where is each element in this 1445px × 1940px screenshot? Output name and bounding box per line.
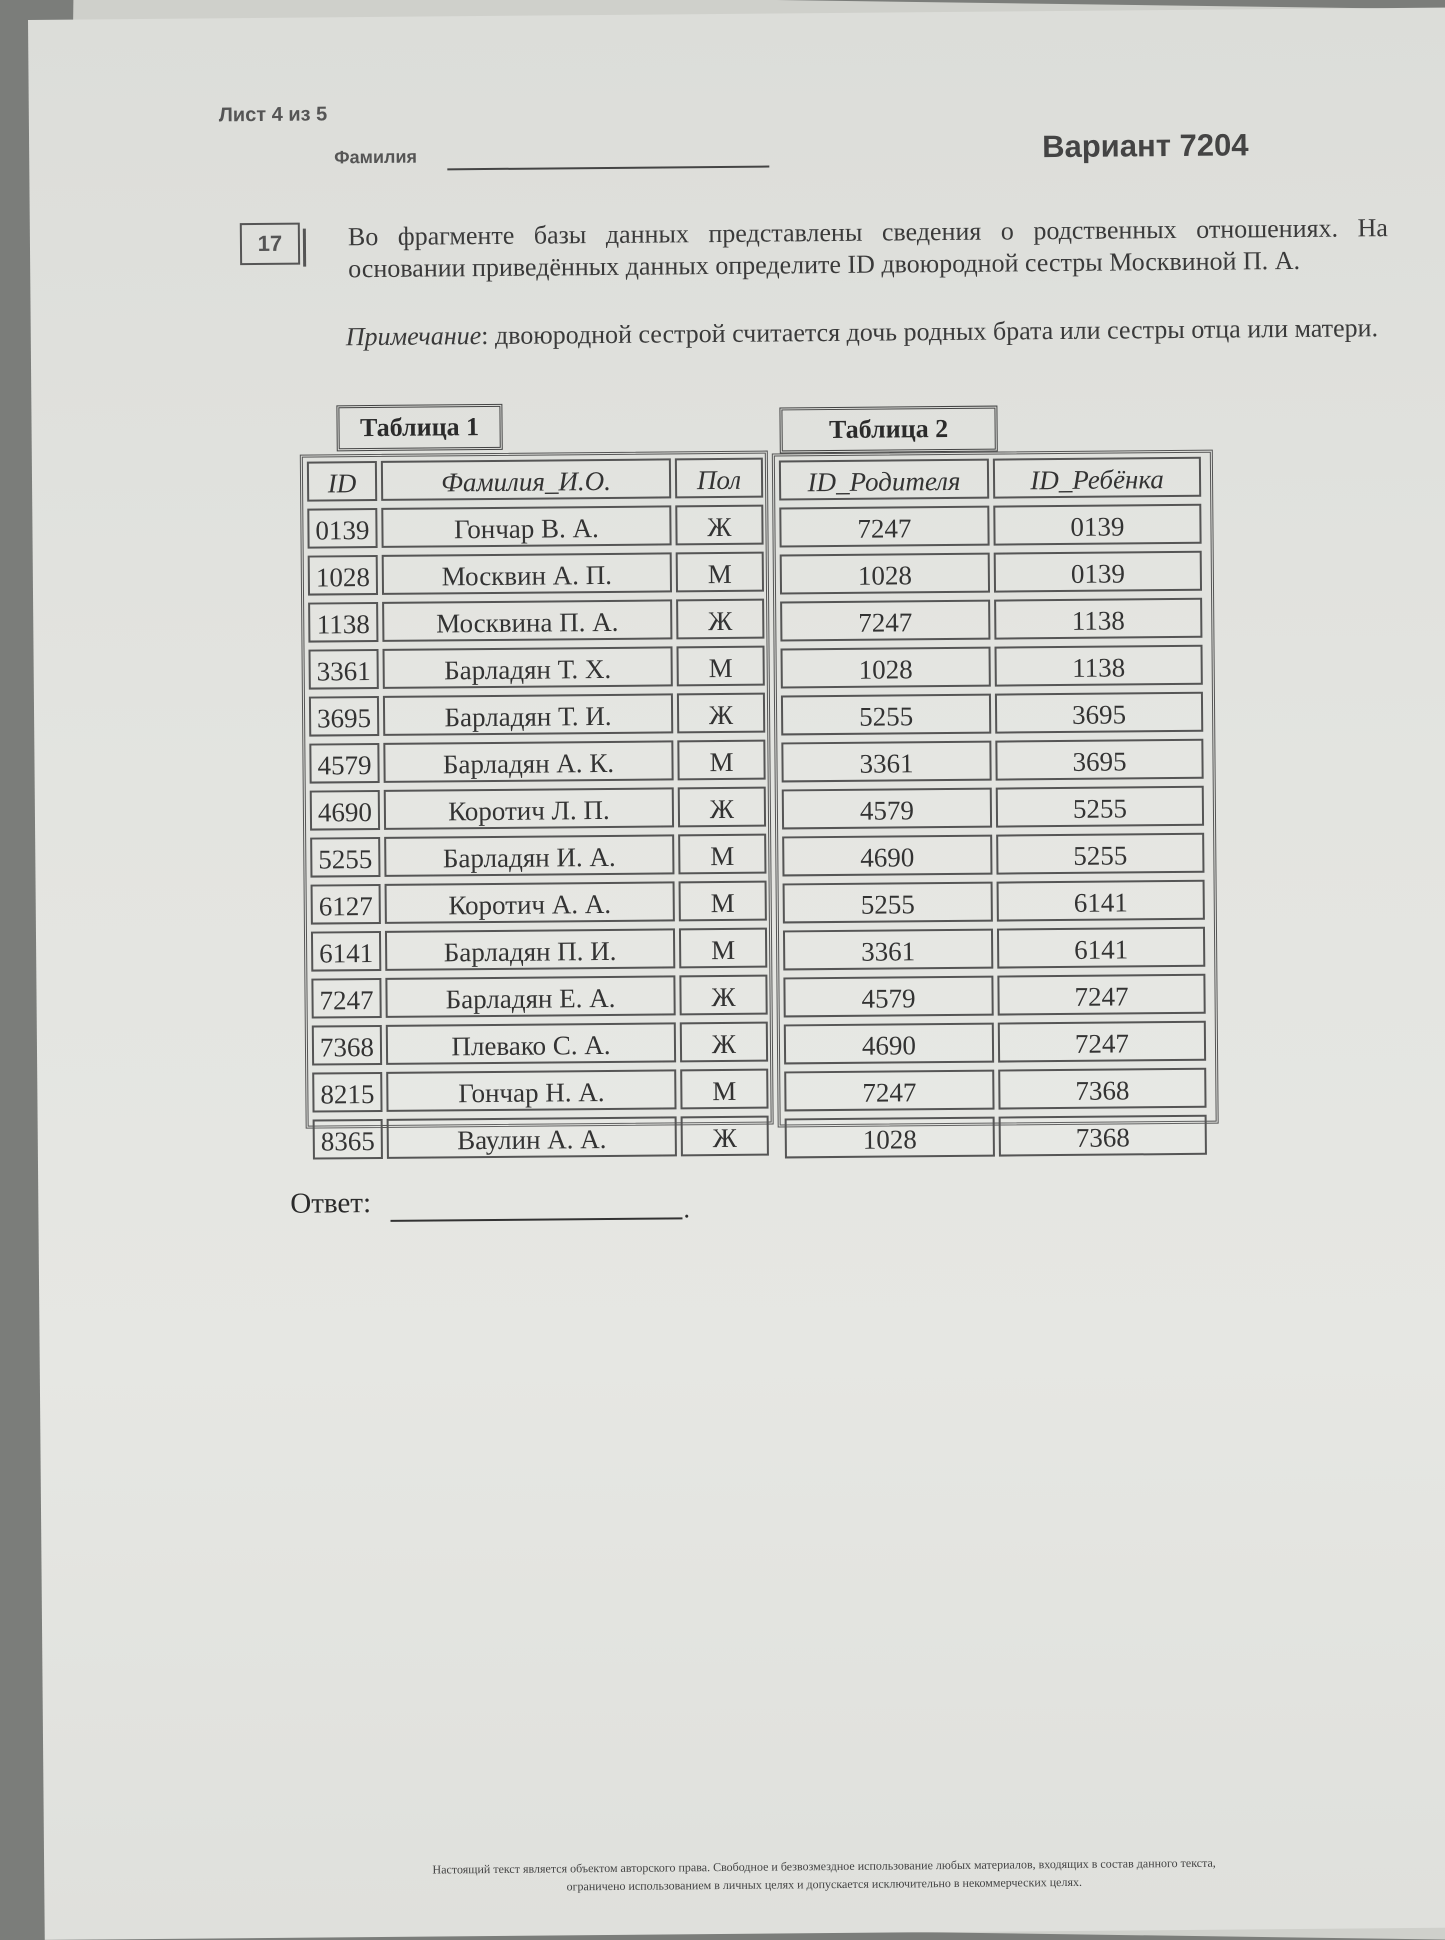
table1-cell: М bbox=[680, 1069, 768, 1110]
table1-cell: Ж bbox=[675, 505, 763, 546]
table2-cell: 5255 bbox=[781, 694, 991, 736]
task-note bbox=[346, 312, 1396, 353]
table2 bbox=[772, 450, 1219, 1155]
table2-cell: 7368 bbox=[999, 1115, 1207, 1157]
table1-cell: Коротич Л. П. bbox=[384, 787, 674, 830]
table1 bbox=[300, 451, 774, 1157]
table2-cell: 1138 bbox=[994, 598, 1202, 640]
table2-title: Таблица 2 bbox=[779, 406, 997, 454]
table1-cell: 8365 bbox=[313, 1119, 383, 1160]
table2-cell: 3361 bbox=[781, 741, 991, 783]
table2-cell: 5255 bbox=[783, 882, 993, 924]
table1-cell: Барладян Т. Х. bbox=[383, 646, 673, 689]
table1-cell: Барладян А. К. bbox=[383, 740, 673, 783]
table1-cell: 8215 bbox=[312, 1072, 382, 1113]
variant-title: Вариант 7204 bbox=[1041, 127, 1249, 165]
table1-cell: Барладян Т. И. bbox=[383, 693, 673, 736]
copyright-footer bbox=[244, 1852, 1404, 1898]
surname-label: Фамилия bbox=[334, 146, 418, 168]
table2-cell: 6141 bbox=[997, 880, 1205, 922]
table1-cell: 6127 bbox=[311, 884, 381, 925]
table1-cell: М bbox=[679, 928, 767, 969]
table1-cell: М bbox=[677, 740, 765, 781]
table2-cell: 5255 bbox=[996, 786, 1204, 828]
table2-cell: 4579 bbox=[783, 976, 993, 1018]
footer-line-1: Настоящий текст является объектом авторского права. Свободное и безвозмездное использование любых материалов, входящих в состав данного текста, bbox=[432, 1855, 1216, 1877]
answer-input-line[interactable] bbox=[390, 1217, 682, 1222]
table2-cell: 1028 bbox=[785, 1117, 995, 1159]
table2-header-cell: ID_Родителя bbox=[779, 459, 989, 501]
table2-cell: 7247 bbox=[784, 1070, 994, 1112]
table2-cell: 3695 bbox=[995, 692, 1203, 734]
table1-cell: Гончар Н. А. bbox=[386, 1069, 676, 1112]
table2-header-cell: ID_Ребёнка bbox=[993, 457, 1201, 499]
table1-cell: 5255 bbox=[310, 837, 380, 878]
table2-cell: 7247 bbox=[779, 506, 989, 548]
table1-header-cell: ID bbox=[307, 461, 377, 502]
answer-label: Ответ: bbox=[290, 1187, 372, 1220]
table1-cell: 1138 bbox=[308, 602, 378, 643]
table1-cell: 7368 bbox=[312, 1025, 382, 1066]
table2-cell: 4690 bbox=[784, 1023, 994, 1065]
table1-cell: Ж bbox=[678, 787, 766, 828]
table2-cell: 1028 bbox=[780, 553, 990, 595]
table2-cell: 7247 bbox=[998, 1021, 1206, 1063]
table1-cell: 4690 bbox=[310, 790, 380, 831]
table1-cell: 4579 bbox=[309, 743, 379, 784]
table1-cell: Барладян П. И. bbox=[385, 928, 675, 971]
table1-cell: Плевако С. А. bbox=[386, 1022, 676, 1065]
table1-cell: Ж bbox=[679, 975, 767, 1016]
table1-cell: 0139 bbox=[307, 508, 377, 549]
table2-cell: 5255 bbox=[996, 833, 1204, 875]
table2-cell: 0139 bbox=[993, 504, 1201, 546]
surname-field-line[interactable] bbox=[447, 166, 769, 171]
table1-cell: Москвина П. А. bbox=[382, 599, 672, 642]
table2-cell: 3695 bbox=[995, 739, 1203, 781]
table1-cell: Ж bbox=[676, 599, 764, 640]
sheet-number: Лист 4 из 5 bbox=[218, 103, 328, 127]
table2-cell: 4690 bbox=[782, 835, 992, 877]
table1-cell: Коротич А. А. bbox=[385, 881, 675, 924]
table2-cell: 0139 bbox=[994, 551, 1202, 593]
table2-cell: 1138 bbox=[995, 645, 1203, 687]
table2-cell: 7247 bbox=[997, 974, 1205, 1016]
note-label: Примечание bbox=[345, 321, 482, 352]
table2-cell: 3361 bbox=[783, 929, 993, 971]
footer-line-2: ограничено использованием в личных целях и допускается исключительно в некоммерческих целях. bbox=[566, 1874, 1083, 1894]
table2-cell: 1028 bbox=[781, 647, 991, 689]
table1-cell: 1028 bbox=[308, 555, 378, 596]
table1-header-cell: Пол bbox=[675, 458, 763, 499]
table2-cell: 7247 bbox=[780, 600, 990, 642]
table1-cell: Москвин А. П. bbox=[382, 552, 672, 595]
table1-cell: Ж bbox=[681, 1116, 769, 1157]
table1-cell: Барладян Е. А. bbox=[385, 975, 675, 1018]
table1-cell: М bbox=[676, 646, 764, 687]
table1-cell: Ж bbox=[680, 1022, 768, 1063]
table1-cell: 6141 bbox=[311, 931, 381, 972]
table1-cell: Ж bbox=[677, 693, 765, 734]
table1-cell: М bbox=[679, 881, 767, 922]
note-text: : двоюродной сестрой считается дочь родных брата или сестры отца или матери. bbox=[481, 313, 1379, 351]
table2-cell: 7368 bbox=[998, 1068, 1206, 1110]
table1-cell: М bbox=[676, 552, 764, 593]
table1-header-cell: Фамилия_И.О. bbox=[381, 458, 671, 501]
exam-sheet bbox=[28, 7, 1445, 1939]
table2-cell: 4579 bbox=[782, 788, 992, 830]
table1-cell: Гончар В. А. bbox=[381, 505, 671, 548]
table1-cell: М bbox=[678, 834, 766, 875]
answer-period: . bbox=[683, 1194, 691, 1224]
table1-title: Таблица 1 bbox=[336, 404, 502, 451]
table1-cell: 3695 bbox=[309, 696, 379, 737]
task-text: Во фрагменте базы данных представлены сведения о родственных отношениях. На основании приведённых данных определите ID двоюродной сестры Москвиной П. А. bbox=[347, 213, 1388, 284]
table1-cell: 3361 bbox=[309, 649, 379, 690]
table1-cell: Ваулин А. А. bbox=[387, 1116, 677, 1159]
table1-cell: 7247 bbox=[311, 978, 381, 1019]
table1-cell: Барладян И. А. bbox=[384, 834, 674, 877]
task-number-box: 17 bbox=[240, 223, 300, 266]
table2-cell: 6141 bbox=[997, 927, 1205, 969]
